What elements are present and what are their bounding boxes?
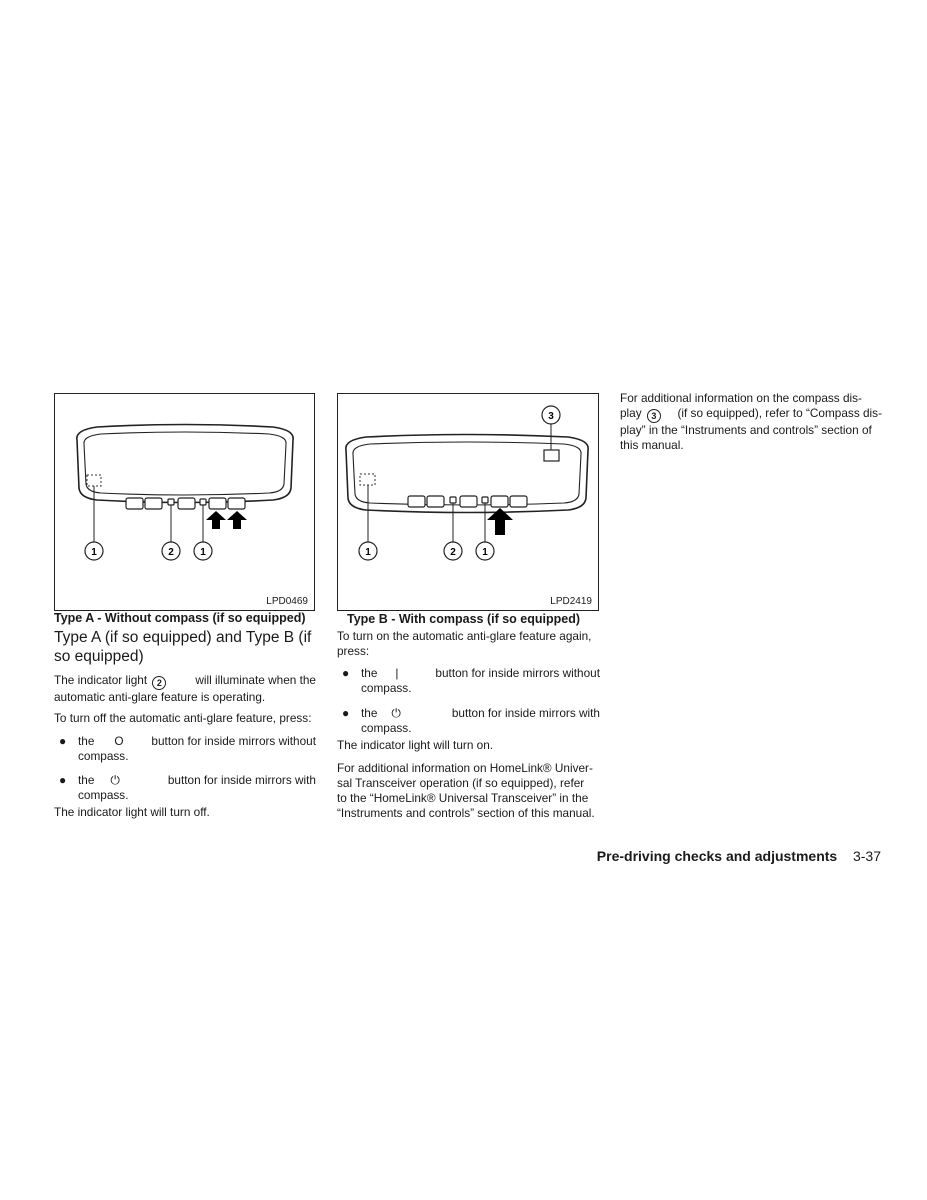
text: button for inside mirrors without	[435, 666, 600, 680]
list-item: ● the ⏻ button for inside mirrors with compass.	[59, 773, 316, 802]
mirror-illustration-type-a	[55, 394, 316, 612]
page-number: 3-37	[852, 848, 881, 864]
text: compass.	[78, 788, 129, 802]
list-item: ● the O button for inside mirrors without compass.	[59, 734, 316, 763]
text: button for inside mirrors with	[451, 706, 600, 720]
callout-number: 3	[647, 409, 661, 423]
text: to the “HomeLink® Universal Transceiver” in the	[337, 791, 589, 805]
power-icon: ⏻	[391, 706, 401, 720]
button-symbol: |	[395, 666, 399, 680]
callout-number: 2	[152, 676, 166, 690]
text: To turn on the automatic anti-glare feature again,	[337, 629, 592, 643]
text: will illuminate when the	[195, 673, 316, 687]
figure-code: LPD2419	[550, 596, 592, 607]
text: the	[78, 773, 95, 787]
text: (if so equipped), refer to “Compass dis-	[677, 406, 882, 420]
callout-label: 1	[365, 547, 371, 558]
section-title: Pre-driving checks and adjustments	[596, 848, 838, 864]
mirror-illustration-type-b	[338, 394, 600, 612]
button-symbol: O	[114, 734, 124, 748]
text: play	[620, 406, 642, 420]
figure-type-b	[337, 393, 599, 611]
paragraph	[337, 629, 600, 659]
text: the	[361, 666, 378, 680]
paragraph	[337, 761, 603, 821]
section-heading	[54, 628, 316, 666]
figure-b-caption: Type B - With compass (if so equipped)	[347, 612, 581, 626]
callout-label: 2	[450, 547, 456, 558]
text: compass.	[78, 749, 129, 763]
figure-type-a	[54, 393, 315, 611]
callout-label: 1	[482, 547, 488, 558]
list-item: ● the | button for inside mirrors without compass.	[342, 666, 600, 695]
paragraph: The indicator light will turn off.	[54, 805, 210, 819]
text: The indicator light	[54, 673, 148, 687]
paragraph: The indicator light will turn on.	[337, 738, 494, 752]
text: button for inside mirrors without	[151, 734, 316, 748]
heading-line: so equipped)	[54, 648, 144, 665]
arrow-up-icon	[206, 511, 226, 529]
figure-code: LPD0469	[266, 596, 308, 607]
page-footer	[597, 848, 881, 864]
text: For additional information on the compass dis-	[620, 391, 862, 405]
text: compass.	[361, 721, 412, 735]
list-item: ● the ⏻ button for inside mirrors with compass.	[342, 706, 600, 735]
paragraph	[620, 391, 882, 453]
arrow-up-icon	[227, 511, 247, 529]
text: automatic anti-glare feature is operating.	[54, 690, 266, 704]
text: play” in the “Instruments and controls” section of	[620, 423, 872, 437]
power-icon: ⏻	[110, 773, 120, 787]
text: button for inside mirrors with	[167, 773, 316, 787]
text: press:	[337, 644, 370, 658]
heading-line: Type A (if so equipped) and Type B (if	[54, 629, 312, 646]
paragraph	[54, 673, 316, 705]
callout-label: 2	[168, 547, 174, 558]
callout-label: 1	[200, 547, 206, 558]
callout-label: 1	[91, 547, 97, 558]
text: this manual.	[620, 438, 684, 452]
figure-a-caption: Type A - Without compass (if so equipped)	[54, 611, 306, 625]
text: “Instruments and controls” section of this manual.	[337, 806, 595, 820]
paragraph: To turn off the automatic anti-glare feature, press:	[54, 711, 312, 725]
text: For additional information on HomeLink® Univer-	[337, 761, 593, 775]
text: sal Transceiver operation (if so equipped), refer	[337, 776, 585, 790]
text: compass.	[361, 681, 412, 695]
callout-label: 3	[548, 411, 554, 422]
text: the	[78, 734, 95, 748]
text: the	[361, 706, 378, 720]
